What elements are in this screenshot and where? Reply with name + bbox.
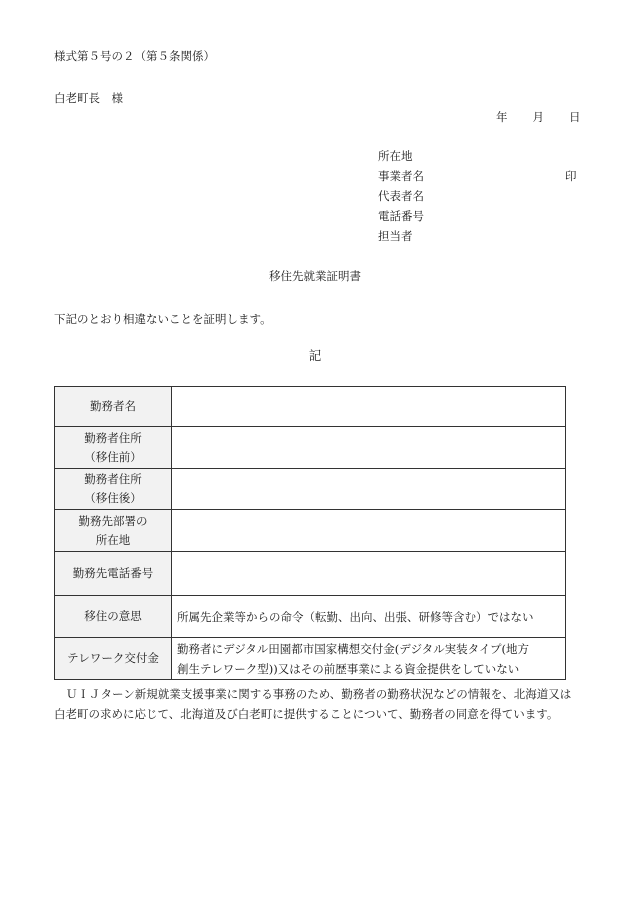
applicant-phone-label: 電話番号	[378, 209, 424, 223]
row-value	[172, 638, 566, 680]
row-value-line: 所属先企業等からの命令（転勤、出向、出張、研修等含む）ではない	[177, 609, 534, 624]
certificate-table	[54, 386, 566, 680]
row-value	[172, 469, 566, 510]
row-label-line: 所在地	[95, 532, 131, 547]
row-value	[172, 510, 566, 552]
form-number: 様式第５号の２（第５条関係）	[54, 49, 215, 63]
row-label	[55, 387, 172, 427]
date-line	[496, 112, 581, 124]
intro-statement: 下記のとおり相違ないことを証明します。	[54, 312, 272, 326]
row-label	[55, 552, 172, 596]
table-row-telework-grant	[55, 638, 566, 680]
table-row-address-before	[55, 427, 566, 469]
applicant-contact-label: 担当者	[378, 229, 413, 243]
row-label	[55, 596, 172, 638]
row-label-line: 勤務先部署の	[78, 513, 148, 528]
ki-heading: 記	[308, 348, 322, 363]
table-row-address-after	[55, 469, 566, 510]
row-label-line: 勤務者名	[90, 399, 136, 413]
document-title: 移住先就業証明書	[269, 269, 361, 283]
row-value-line: 勤務者にデジタル田園都市国家構想交付金(デジタル実装タイプ(地方	[177, 641, 530, 656]
addressee: 白老町長 様	[54, 91, 123, 105]
row-label-line: （移住後）	[84, 491, 142, 505]
table-row-workplace-address	[55, 510, 566, 552]
applicant-address-label: 所在地	[378, 149, 413, 163]
row-value	[172, 387, 566, 427]
row-label-line: 移住の意思	[84, 609, 142, 623]
row-value	[172, 552, 566, 596]
table-row-workplace-phone	[55, 552, 566, 596]
row-label-line: テレワーク交付金	[67, 651, 159, 665]
row-label	[55, 469, 172, 510]
table-row-worker-name	[55, 387, 566, 427]
consent-note: ＵＩＪターン新規就業支援事業に関する事務のため、勤務者の勤務状況などの情報を、北海道又は白老町の求めに応じて、北海道及び白老町に提供することについて、勤務者の同意を得ています。	[54, 687, 572, 721]
row-label-line: 勤務者住所	[84, 430, 142, 445]
date-day: 日	[569, 110, 581, 124]
table-row-relocation-intent	[55, 596, 566, 638]
row-label-line: 勤務者住所	[84, 472, 142, 486]
seal-mark: 印	[565, 169, 577, 183]
applicant-business-name-label: 事業者名	[378, 169, 424, 183]
applicant-representative-label: 代表者名	[378, 189, 424, 203]
row-value-line: 創生テレワーク型))又はその前歴事業による資金提供をしていない	[177, 661, 520, 676]
row-label	[55, 638, 172, 680]
row-label	[55, 427, 172, 469]
date-year: 年	[496, 110, 508, 124]
row-value	[172, 427, 566, 469]
row-value	[172, 596, 566, 638]
date-month: 月	[532, 110, 544, 124]
row-label-line: （移住前）	[84, 449, 142, 464]
row-label	[55, 510, 172, 552]
row-label-line: 勤務先電話番号	[72, 566, 154, 580]
